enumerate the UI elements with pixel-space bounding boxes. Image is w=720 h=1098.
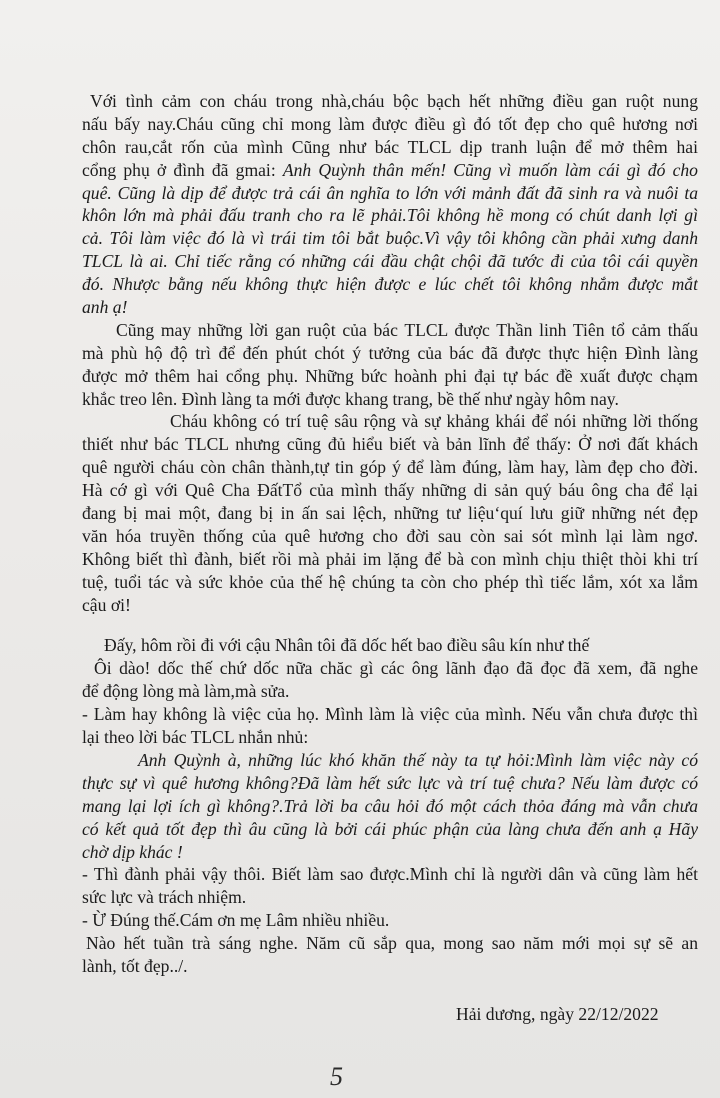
quoted-line: chờ dịp khác ! [82, 841, 183, 862]
text-line: Hà cớ gì với Quê Cha ĐấtTổ của mình thấy những di sản quý báu ông cha để lại [82, 480, 698, 501]
quoted-line: khôn lớn mà phải đấu tranh cho ra lẽ phải.Tôi không hề mong có chút danh lợi gì [82, 205, 698, 226]
text-line: thiết như bác TLCL nhưng cũng đủ hiểu biết và bản lĩnh để thấy: Ở nơi đất khách [82, 434, 698, 455]
text-line: văn hóa truyền thống của quê hương cho đời sau còn sai sót mình lại làm ngơ. [82, 525, 698, 546]
text-line: sức lực và trách nhiệm. [82, 887, 247, 908]
quoted-line: cả. Tôi làm việc đó là vì trái tim tôi bắt buộc.Vì vậy tôi không cần phải xưng danh [82, 228, 698, 249]
text-line: Không biết thì đành, biết rồi mà phải im lặng để bà con mình chịu thiệt thòi khi trí [82, 548, 698, 569]
quoted-line: anh ạ! [82, 297, 128, 318]
text-line: được mở thêm hai cổng phụ. Những bức hoành phi đại tự bác đề xuất được chạm [82, 365, 698, 386]
text-fragment: cổng phụ ở đình đã gmai: [82, 159, 283, 180]
text-line: quê người cháu còn chân thành,tự tin góp ý để làm đúng, làm hay, làm đẹp cho đời. [82, 457, 698, 478]
quoted-line: có kết quả tốt đẹp thì âu cũng là bởi cái phúc phận của làng chưa đến anh ạ Hãy [82, 818, 698, 839]
text-line: khắc treo lên. Đình làng ta mới được khang trang, bề thế như ngày hôm nay. [82, 388, 619, 409]
quoted-line: TLCL là ai. Chỉ tiếc rằng có những cái đầu chật chội đã tước đi của tôi cái quyền [82, 251, 698, 272]
quoted-line: quê. Cũng là dịp để được trả cái ân nghĩa to lớn với mảnh đất đã sinh ra và nuôi ta [82, 182, 698, 203]
text-line: cậu ơi! [82, 594, 131, 615]
paragraph-gap [82, 616, 698, 634]
text-line: để động lòng mà làm,mà sửa. [82, 681, 290, 702]
quoted-line: đó. Nhược bằng nếu không thực hiện được e lúc chết tôi không nhắm được mắt [82, 274, 698, 295]
text-line: Đấy, hôm rồi đi với cậu Nhân tôi đã dốc hết bao điều sâu kín như thế [104, 635, 590, 656]
text-line [82, 159, 698, 182]
text-line: Với tình cảm con cháu trong nhà,cháu bộc bạch hết những điều gan ruột nung [90, 91, 698, 111]
text-line: Cháu không có trí tuệ sâu rộng và sự khảng khái để nói những lời thống [170, 411, 698, 432]
text-line: - Thì đành phải vậy thôi. Biết làm sao được.Mình chỉ là người dân và cũng làm hết [82, 864, 698, 885]
text-line: mà phù hộ độ trì để đến phút chót ý tưởng của bác đã được thực hiện Đình làng [82, 342, 698, 363]
text-line: đang bị mai một, đang bị in ấn sai lệch, những tư liệu‘quí lưu giữ những nét đẹp [82, 503, 698, 524]
quoted-line: mang lại lợi ích gì không?.Trả lời ba câu hỏi đó một cách thỏa đáng mà vẫn chưa [82, 795, 698, 816]
text-line: - Làm hay không là việc của họ. Mình làm là việc của mình. Nếu vẫn chưa được thì [82, 704, 698, 725]
text-line: Ôi dào! dốc thế chứ dốc nữa chăc gì các ông lãnh đạo đã đọc đã xem, đã nghe [94, 658, 698, 679]
text-line: Nào hết tuần trà sáng nghe. Năm cũ sắp qua, mong sao năm mới mọi sự sẽ an [86, 933, 698, 954]
letter-body [82, 90, 698, 978]
text-line: lành, tốt đẹp../. [82, 955, 188, 976]
text-line: nấu bấy nay.Cháu cũng chỉ mong làm được điều gì đó tốt đẹp cho quê hương nơi [82, 113, 698, 134]
text-line: tuệ, tuổi tác và sức khỏe của thế hệ chúng ta còn cho phép thì tiếc lắm, xót xa lắm [82, 571, 698, 592]
text-line: chôn rau,cắt rốn của mình Cũng như bác TLCL dịp tranh luận để mở thêm hai [82, 136, 698, 157]
quoted-text: Anh Quỳnh thân mến! Cũng vì muốn làm cái gì đó cho [282, 159, 698, 180]
text-line: Cũng may những lời gan ruột của bác TLCL được Thần linh Tiên tổ cảm thấu [116, 319, 698, 340]
quoted-line: Anh Quỳnh à, những lúc khó khăn thế này ta tự hỏi:Mình làm việc này có [138, 749, 698, 770]
quoted-line: thực sự vì quê hương không?Đã làm hết sức lực và trí tuệ chưa? Nếu làm được có [82, 772, 698, 793]
page-number: 5 [330, 1062, 343, 1091]
text-line: - Ừ Đúng thế.Cám ơn mẹ Lâm nhiều nhiều. [82, 910, 390, 931]
signature-date: Hải dương, ngày 22/12/2022 [456, 1004, 659, 1024]
text-line: lại theo lời bác TLCL nhắn nhủ: [82, 727, 309, 748]
